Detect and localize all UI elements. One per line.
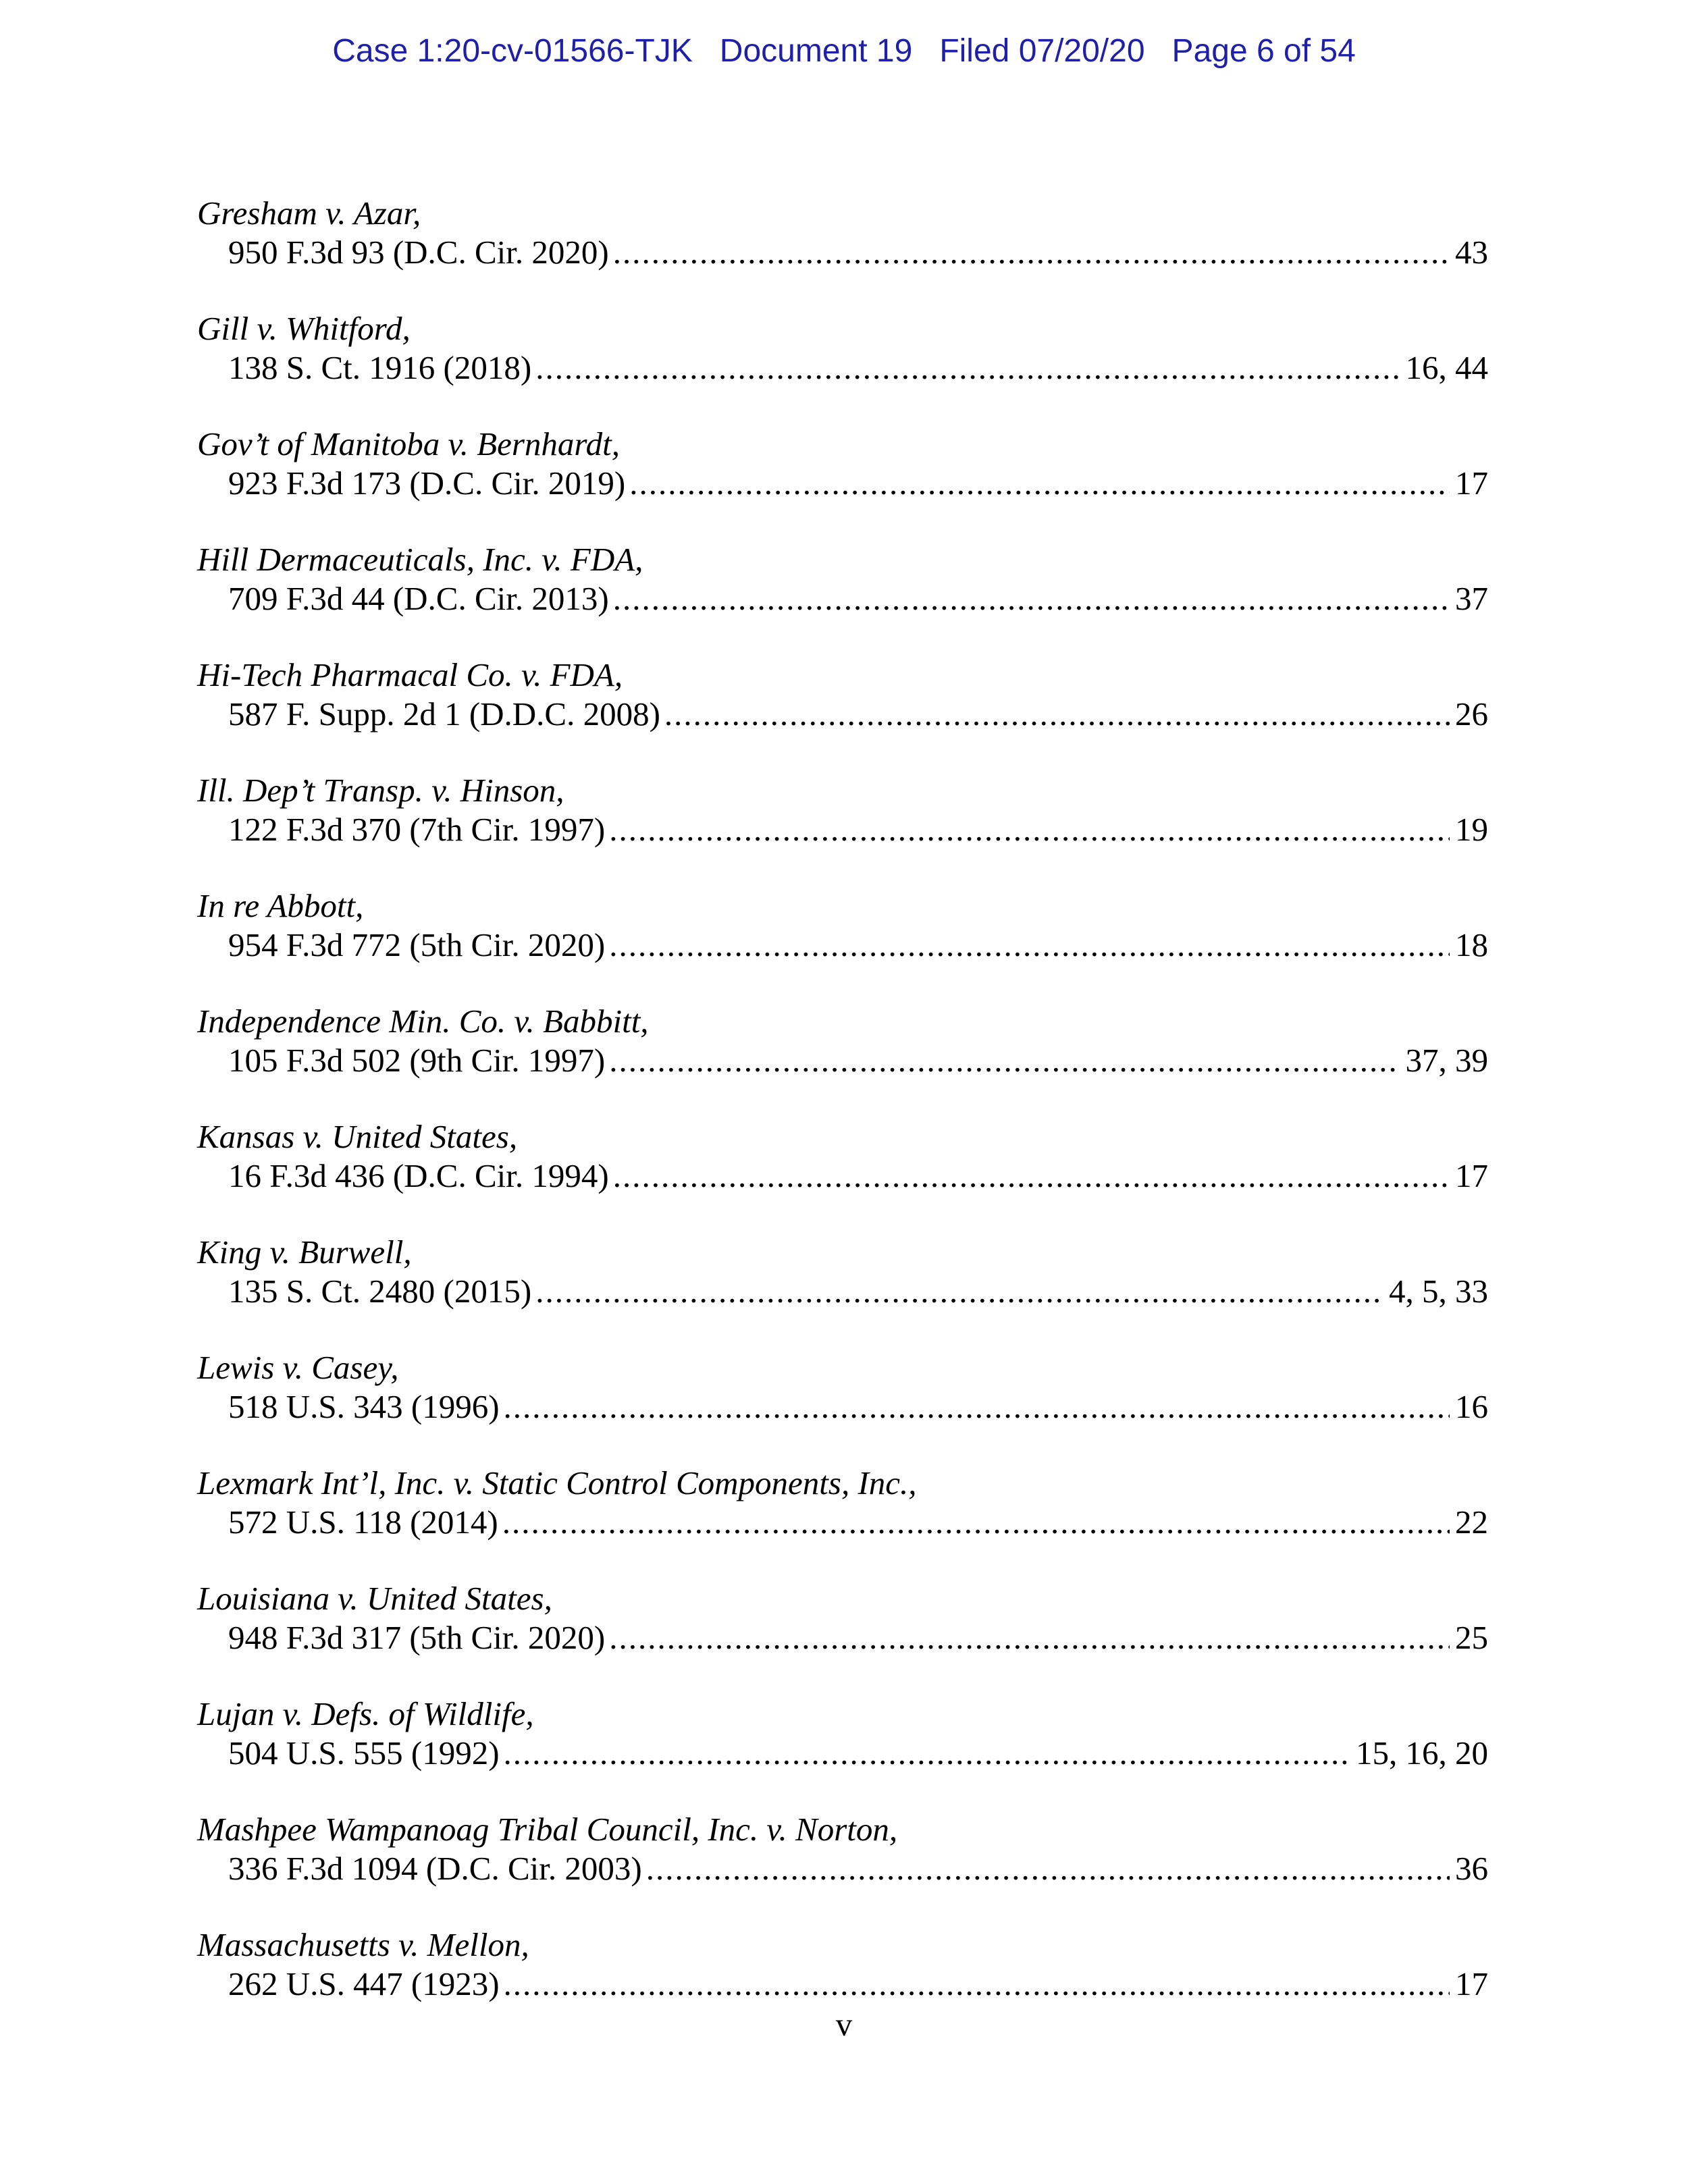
citation-line <box>197 348 1488 388</box>
citation: 262 U.S. 447 (1923) <box>228 1965 500 2002</box>
citation-line <box>197 464 1488 503</box>
page-references: 15, 16, 20 <box>1356 1734 1488 1772</box>
authority-entry <box>197 1002 1488 1117</box>
citation: 504 U.S. 555 (1992) <box>228 1734 500 1772</box>
page-references: 43 <box>1455 234 1488 271</box>
dot-leader <box>613 579 1450 618</box>
authority-entry <box>197 194 1488 309</box>
dot-leader <box>646 1849 1450 1888</box>
citation-line <box>197 1734 1488 1773</box>
citation: 572 U.S. 118 (2014) <box>228 1503 498 1541</box>
dot-leader <box>613 233 1450 272</box>
authority-entry <box>197 540 1488 656</box>
page-references: 17 <box>1455 1965 1488 2002</box>
dot-leader <box>504 1387 1450 1427</box>
citation-line <box>197 1849 1488 1888</box>
case-name: In re Abbott, <box>197 887 364 924</box>
page-references: 25 <box>1455 1619 1488 1656</box>
page-references: 22 <box>1455 1503 1488 1541</box>
page-references: 4, 5, 33 <box>1389 1273 1488 1310</box>
dot-leader <box>504 1734 1350 1773</box>
citation-line <box>197 233 1488 272</box>
authority-entry <box>197 656 1488 771</box>
dot-leader <box>504 1965 1450 2004</box>
page-references: 16, 44 <box>1405 349 1488 386</box>
page-number: v <box>835 2006 853 2043</box>
citation: 16 F.3d 436 (D.C. Cir. 1994) <box>228 1157 609 1194</box>
case-name: Lujan v. Defs. of Wildlife, <box>197 1695 534 1732</box>
case-name: Gill v. Whitford, <box>197 310 411 347</box>
citation: 135 S. Ct. 2480 (2015) <box>228 1273 532 1310</box>
citation: 954 F.3d 772 (5th Cir. 2020) <box>228 926 606 963</box>
dot-leader <box>613 1156 1450 1196</box>
authority-entry <box>197 1233 1488 1348</box>
citation: 518 U.S. 343 (1996) <box>228 1388 500 1425</box>
case-name: Mashpee Wampanoag Tribal Council, Inc. v. Norton, <box>197 1811 898 1848</box>
dot-leader <box>609 1041 1400 1080</box>
page-references: 37, 39 <box>1405 1042 1488 1079</box>
authority-entry <box>197 1117 1488 1233</box>
authority-entry <box>197 886 1488 1002</box>
authority-entry <box>197 1579 1488 1695</box>
case-name: Massachusetts v. Mellon, <box>197 1926 529 1963</box>
citation: 587 F. Supp. 2d 1 (D.D.C. 2008) <box>228 695 660 733</box>
citation-line <box>197 1156 1488 1196</box>
citation: 122 F.3d 370 (7th Cir. 1997) <box>228 811 606 848</box>
citation: 948 F.3d 317 (5th Cir. 2020) <box>228 1619 606 1656</box>
case-name: Gresham v. Azar, <box>197 194 421 232</box>
authority-entry <box>197 425 1488 540</box>
citation-line <box>197 1272 1488 1311</box>
authority-entry <box>197 1695 1488 1810</box>
citation-line <box>197 1503 1488 1542</box>
citation-line <box>197 926 1488 965</box>
dot-leader <box>609 926 1450 965</box>
citation-line <box>197 1387 1488 1427</box>
citation-line <box>197 695 1488 734</box>
citation: 336 F.3d 1094 (D.C. Cir. 2003) <box>228 1850 642 1887</box>
case-name: Gov’t of Manitoba v. Bernhardt, <box>197 425 621 462</box>
page-references: 36 <box>1455 1850 1488 1887</box>
page-references: 26 <box>1455 695 1488 733</box>
dot-leader <box>609 810 1450 849</box>
document-number: Document 19 <box>719 33 913 69</box>
dot-leader <box>502 1503 1450 1542</box>
citation-line <box>197 1965 1488 2004</box>
filed-date: Filed 07/20/20 <box>939 33 1145 69</box>
case-name: Hi-Tech Pharmacal Co. v. FDA, <box>197 656 623 693</box>
authority-entry <box>197 1464 1488 1579</box>
case-name: Louisiana v. United States, <box>197 1580 552 1617</box>
case-number: Case 1:20-cv-01566-TJK <box>332 33 693 69</box>
citation-line <box>197 579 1488 618</box>
authority-entry <box>197 309 1488 425</box>
case-name: King v. Burwell, <box>197 1233 412 1271</box>
page-references: 17 <box>1455 464 1488 502</box>
page-references: 37 <box>1455 580 1488 617</box>
dot-leader <box>535 1272 1383 1311</box>
page-references: 19 <box>1455 811 1488 848</box>
authority-entry <box>197 771 1488 886</box>
dot-leader <box>609 1618 1450 1657</box>
document-header-stamp <box>0 30 1688 73</box>
page-references: 17 <box>1455 1157 1488 1194</box>
case-name: Hill Dermaceuticals, Inc. v. FDA, <box>197 541 643 578</box>
dot-leader <box>664 695 1450 734</box>
case-name: Ill. Dep’t Transp. v. Hinson, <box>197 772 564 809</box>
authority-entry <box>197 1348 1488 1464</box>
page-references: 18 <box>1455 926 1488 963</box>
authority-entry <box>197 1810 1488 1925</box>
citation: 923 F.3d 173 (D.C. Cir. 2019) <box>228 464 626 502</box>
case-name: Lexmark Int’l, Inc. v. Static Control Components, Inc., <box>197 1464 917 1501</box>
dot-leader <box>535 348 1400 388</box>
citation-line <box>197 810 1488 849</box>
citation-line <box>197 1041 1488 1080</box>
citation-line <box>197 1618 1488 1657</box>
dot-leader <box>629 464 1450 503</box>
case-name: Kansas v. United States, <box>197 1118 518 1155</box>
citation: 138 S. Ct. 1916 (2018) <box>228 349 532 386</box>
page-indicator: Page 6 of 54 <box>1171 33 1356 69</box>
table-of-authorities-list <box>197 194 1488 2041</box>
page-references: 16 <box>1455 1388 1488 1425</box>
citation: 950 F.3d 93 (D.C. Cir. 2020) <box>228 234 609 271</box>
case-name: Independence Min. Co. v. Babbitt, <box>197 1003 649 1040</box>
citation: 709 F.3d 44 (D.C. Cir. 2013) <box>228 580 609 617</box>
case-name: Lewis v. Casey, <box>197 1349 399 1386</box>
citation: 105 F.3d 502 (9th Cir. 1997) <box>228 1042 606 1079</box>
